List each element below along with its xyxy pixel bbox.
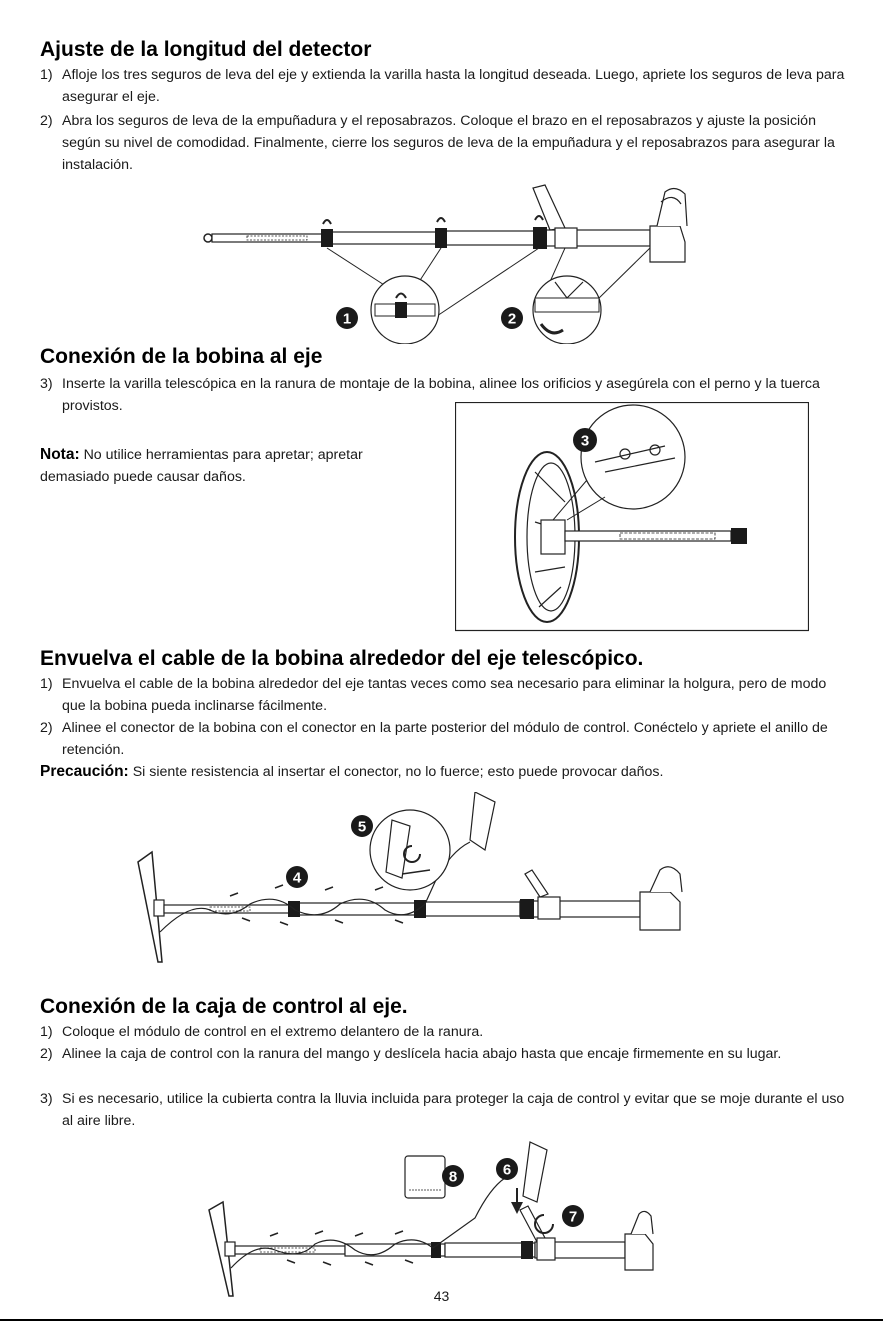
note-text: No utilice herramientas para apretar; apretar demasiado puede causar daños. bbox=[40, 447, 363, 485]
caution-label: Precaución: bbox=[40, 763, 129, 780]
instruction-item bbox=[40, 64, 845, 108]
item-number: 2) bbox=[40, 720, 53, 736]
item-text: Alinee la caja de control con la ranura del mango y deslícela hacia abajo hasta que encaje firmemente en su lugar. bbox=[62, 1046, 782, 1062]
figure-cable-wrap bbox=[130, 792, 690, 970]
instruction-item bbox=[40, 1088, 845, 1132]
step-badge-number: 2 bbox=[507, 310, 517, 328]
item-number: 2) bbox=[40, 113, 53, 129]
step-badge-number: 6 bbox=[502, 1161, 512, 1179]
instruction-item bbox=[40, 1021, 845, 1043]
section-title-adjust-length: Ajuste de la longitud del detector bbox=[40, 38, 372, 61]
figure-shaft-length bbox=[195, 182, 695, 344]
note-block bbox=[40, 444, 420, 488]
step-badge-number: 3 bbox=[580, 432, 590, 450]
instruction-item bbox=[40, 110, 845, 176]
section-title-coil-connection: Conexión de la bobina al eje bbox=[40, 345, 323, 368]
item-number: 1) bbox=[40, 1024, 53, 1040]
figure-control-box bbox=[205, 1138, 655, 1298]
page-bottom-rule bbox=[0, 1319, 883, 1321]
step-badge-number: 8 bbox=[448, 1168, 458, 1186]
caution-text: Si siente resistencia al insertar el conector, no lo fuerce; esto puede provocar daños. bbox=[132, 764, 664, 780]
item-text: Si es necesario, utilice la cubierta contra la lluvia incluida para proteger la caja de control y evitar que se moje durante el uso al aire libre. bbox=[62, 1091, 845, 1129]
item-number: 3) bbox=[40, 376, 53, 392]
step-badge-number: 4 bbox=[292, 869, 302, 887]
item-text: Inserte la varilla telescópica en la ranura de montaje de la bobina, alinee los orificios y asegúrela con el perno y la tuerca provistos. bbox=[62, 376, 820, 414]
page-number: 43 bbox=[433, 1288, 450, 1304]
item-number: 1) bbox=[40, 676, 53, 692]
item-text: Envuelva el cable de la bobina alrededor del eje tantas veces como sea necesario para eliminar la holgura, pero de modo que la bobina pueda inclinarse fácilmente. bbox=[62, 676, 827, 714]
caution-block bbox=[40, 761, 845, 783]
step-badge-number: 5 bbox=[357, 818, 367, 836]
step-badge-number: 7 bbox=[568, 1208, 578, 1226]
note-label: Nota: bbox=[40, 446, 80, 463]
item-text: Abra los seguros de leva de la empuñadura y el reposabrazos. Coloque el brazo en el reposabrazos y ajuste la posición según su nivel de comodidad. Finalmente, cierre los seguros de leva de la empuñadura y el reposabrazos para asegurar la instalación. bbox=[62, 113, 835, 173]
item-number: 2) bbox=[40, 1046, 53, 1062]
section-title-wrap-cable: Envuelva el cable de la bobina alrededor del eje telescópico. bbox=[40, 647, 644, 670]
instruction-item bbox=[40, 673, 845, 717]
item-text: Afloje los tres seguros de leva del eje y extienda la varilla hasta la longitud deseada. Luego, apriete los seguros de leva para asegurar el eje. bbox=[62, 67, 845, 105]
item-number: 3) bbox=[40, 1091, 53, 1107]
item-number: 1) bbox=[40, 67, 53, 83]
item-text: Alinee el conector de la bobina con el conector en la parte posterior del módulo de control. Conéctelo y apriete el anillo de retención. bbox=[62, 720, 828, 758]
instruction-item bbox=[40, 717, 845, 761]
figure-coil-to-shaft bbox=[455, 402, 809, 632]
instruction-item bbox=[40, 1043, 845, 1065]
step-badge-number: 1 bbox=[342, 310, 352, 328]
item-text: Coloque el módulo de control en el extremo delantero de la ranura. bbox=[62, 1024, 484, 1040]
section-title-control-box: Conexión de la caja de control al eje. bbox=[40, 995, 408, 1018]
